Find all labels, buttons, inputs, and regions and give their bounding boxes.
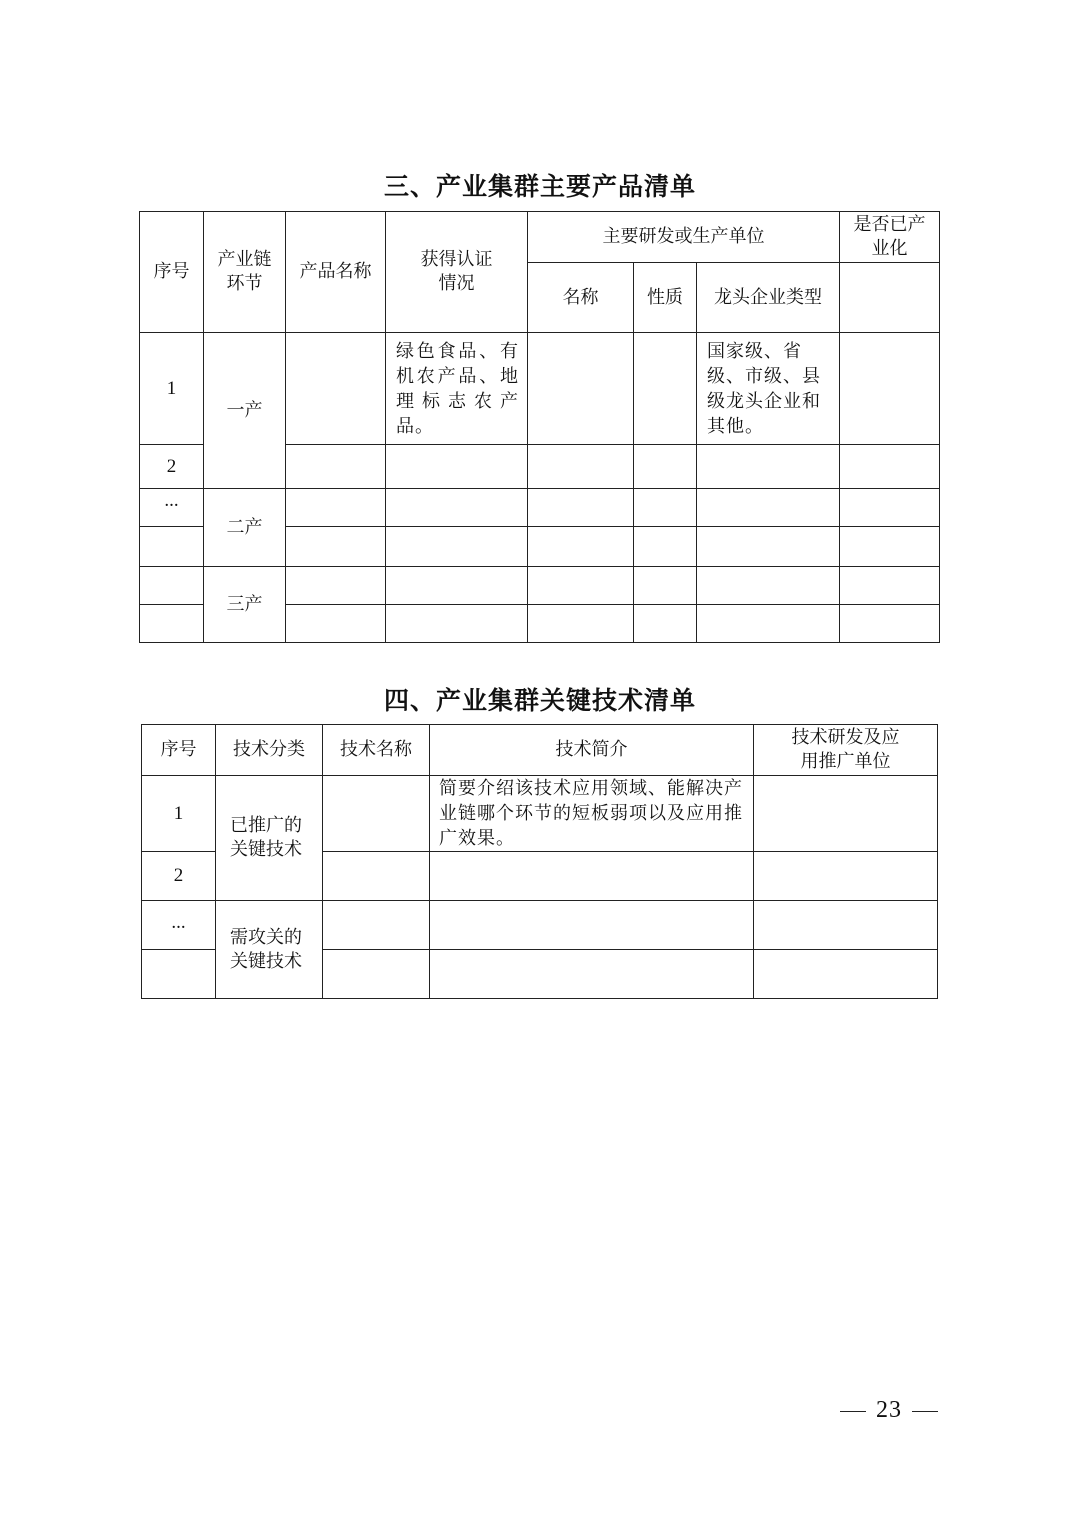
category-cell <box>216 901 323 999</box>
leading-type-note <box>697 333 840 445</box>
cell <box>386 489 528 527</box>
cell <box>386 567 528 605</box>
header-industrialized-text: 是否已产业化 <box>853 214 926 259</box>
header-seq: 序号 <box>142 725 216 776</box>
chain-link-cell: 一产 <box>204 333 286 489</box>
tech-intro-note-text: 简要介绍该技术应用领域、能解决产业链哪个环节的短板弱项以及应用推广效果。 <box>439 778 743 849</box>
certification-note-text: 绿色食品、有机农产品、地理标志农产品。 <box>396 341 519 437</box>
header-chain-link <box>204 212 286 333</box>
technologies-table <box>141 724 938 999</box>
category-cell-text: 已推广的关键技术 <box>230 815 302 860</box>
cell <box>386 605 528 643</box>
cell <box>286 333 386 445</box>
header-rd-units <box>754 725 938 776</box>
cell <box>840 605 940 643</box>
cell <box>286 527 386 567</box>
tech-intro-note <box>430 776 754 852</box>
cell <box>840 489 940 527</box>
cell <box>140 527 204 567</box>
header-tech-name: 技术名称 <box>323 725 430 776</box>
header-certification <box>386 212 528 333</box>
cell <box>840 263 940 333</box>
cell <box>754 776 938 852</box>
cell <box>840 333 940 445</box>
row-seq: 1 <box>142 776 216 852</box>
cell <box>634 333 697 445</box>
cell <box>142 950 216 999</box>
cell <box>323 901 430 950</box>
products-table <box>139 211 940 643</box>
header-industrialized <box>840 212 940 263</box>
row-seq: ... <box>142 901 216 950</box>
cell <box>430 950 754 999</box>
dash-right <box>912 1411 938 1412</box>
cell <box>697 445 840 489</box>
cell <box>386 445 528 489</box>
cell <box>697 527 840 567</box>
cell <box>528 333 634 445</box>
header-tech-intro: 技术简介 <box>430 725 754 776</box>
header-leading-type: 龙头企业类型 <box>697 263 840 333</box>
cell <box>840 567 940 605</box>
leading-type-note-text: 国家级、省级、市级、县级龙头企业和其他。 <box>707 340 821 437</box>
cell <box>697 489 840 527</box>
page-number <box>830 1397 948 1424</box>
header-category: 技术分类 <box>216 725 323 776</box>
cell <box>634 605 697 643</box>
cell <box>286 567 386 605</box>
section4-title: 四、产业集群关键技术清单 <box>383 686 696 715</box>
cell <box>386 527 528 567</box>
category-cell-text: 需攻关的关键技术 <box>230 926 302 972</box>
cell <box>140 567 204 605</box>
cell <box>697 605 840 643</box>
row-seq: 1 <box>140 333 204 445</box>
cell <box>840 445 940 489</box>
page-number-text: 23 <box>876 1397 902 1423</box>
cell <box>528 489 634 527</box>
dash-left <box>840 1411 866 1412</box>
cell <box>634 527 697 567</box>
cell <box>286 605 386 643</box>
header-unit-nature: 性质 <box>634 263 697 333</box>
chain-link-cell: 三产 <box>204 567 286 643</box>
header-product-name: 产品名称 <box>286 212 386 333</box>
certification-note <box>386 333 528 445</box>
chain-link-cell: 二产 <box>204 489 286 567</box>
cell <box>634 445 697 489</box>
cell <box>430 852 754 901</box>
cell <box>528 605 634 643</box>
header-certification-text: 获得认证情况 <box>420 249 493 294</box>
section3-title: 三、产业集群主要产品清单 <box>383 172 696 201</box>
cell <box>754 901 938 950</box>
category-cell <box>216 776 323 901</box>
cell <box>286 489 386 527</box>
row-seq: 2 <box>140 445 204 489</box>
header-rd-units-text: 技术研发及应用推广单位 <box>791 727 900 772</box>
row-seq: ... <box>140 489 204 527</box>
header-seq: 序号 <box>140 212 204 333</box>
header-unit-name: 名称 <box>528 263 634 333</box>
cell <box>528 445 634 489</box>
cell <box>840 527 940 567</box>
header-main-units: 主要研发或生产单位 <box>528 212 840 263</box>
cell <box>697 567 840 605</box>
cell <box>634 567 697 605</box>
cell <box>140 605 204 643</box>
cell <box>286 445 386 489</box>
row-seq: 2 <box>142 852 216 901</box>
cell <box>323 852 430 901</box>
cell <box>754 852 938 901</box>
cell <box>528 567 634 605</box>
cell <box>323 950 430 999</box>
cell <box>528 527 634 567</box>
cell <box>323 776 430 852</box>
cell <box>634 489 697 527</box>
cell <box>430 901 754 950</box>
cell <box>754 950 938 999</box>
header-chain-link-text: 产业链环节 <box>217 249 272 294</box>
